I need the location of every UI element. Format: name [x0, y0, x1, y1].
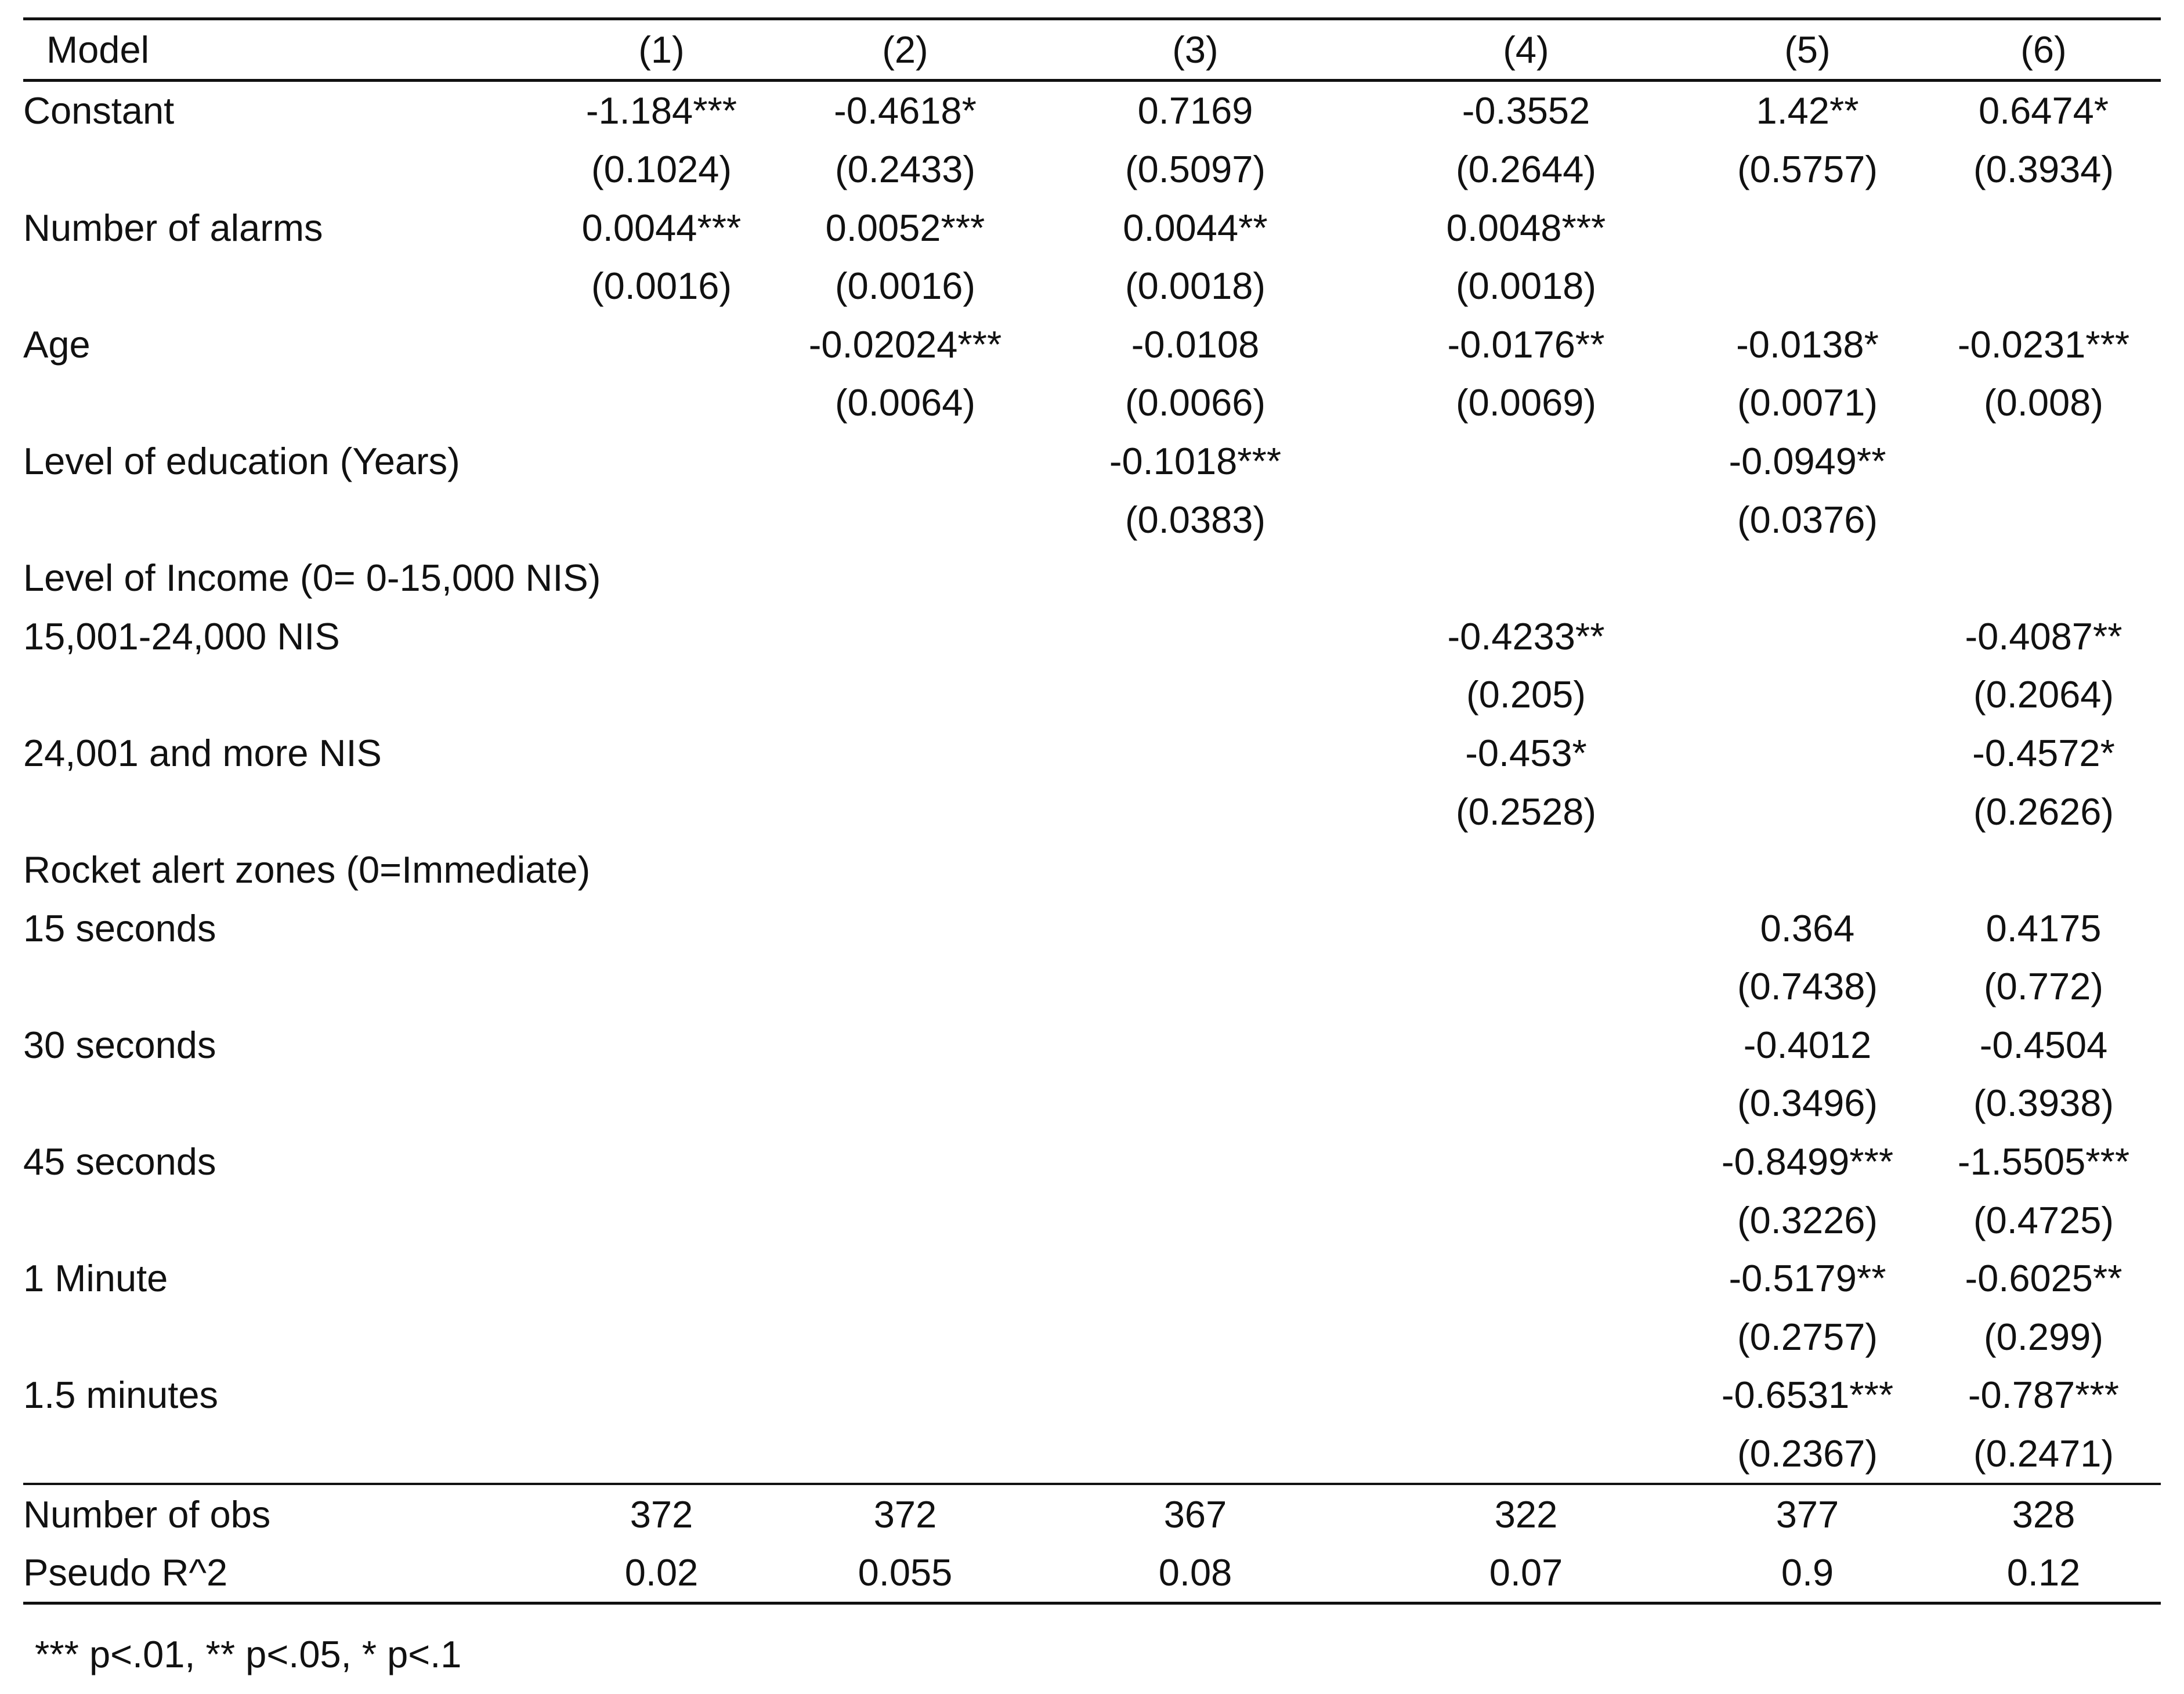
header-col-2: (2): [783, 19, 1027, 81]
table-cell: (0.1024): [591, 147, 732, 190]
table-row: [23, 607, 2161, 666]
row-label: Pseudo R^2: [23, 1543, 540, 1603]
row-label: [23, 374, 540, 432]
table-row: [23, 1484, 2161, 1544]
table-cell: -0.4012: [1743, 1023, 1872, 1066]
table-cell: -0.787***: [1968, 1374, 2120, 1417]
table-cell: (0.3934): [1973, 147, 2114, 190]
table-cell: [783, 724, 1027, 782]
header-col-3: (3): [1027, 19, 1364, 81]
table-cell: [540, 374, 783, 432]
table-cell: [540, 782, 783, 841]
row-label: 24,001 and more NIS: [23, 731, 382, 774]
table-cell: [1688, 607, 1926, 666]
table-row: [23, 257, 2161, 315]
row-label: Age: [23, 323, 91, 366]
table-cell: [783, 1132, 1027, 1191]
table-cell: (0.0016): [591, 265, 732, 308]
table-cell: 372: [873, 1493, 937, 1536]
table-cell: 0.0044**: [1123, 206, 1268, 249]
table-cell: -0.0176**: [1447, 323, 1605, 366]
table-cell: [1926, 198, 2161, 257]
table-cell: [783, 1424, 1027, 1484]
table-row: [23, 782, 2161, 841]
table-row: [23, 140, 2161, 198]
table-cell: 0.08: [1027, 1543, 1364, 1603]
header-col-1: (1): [540, 19, 783, 81]
table-row: [23, 548, 2161, 607]
row-label: Level of Income (0= 0-15,000 NIS): [23, 557, 601, 599]
table-row: [23, 724, 2161, 782]
table-cell: [1364, 1307, 1688, 1366]
table-cell: [1364, 1132, 1688, 1191]
table-cell: (0.205): [1466, 673, 1586, 716]
table-cell: (0.2757): [1737, 1315, 1878, 1358]
table-row: [23, 958, 2161, 1016]
table-cell: [540, 1249, 783, 1307]
table-cell: [1688, 782, 1926, 841]
table-cell: (0.2367): [1688, 1424, 1926, 1484]
header-model: Model: [23, 19, 540, 81]
table-cell: [1364, 840, 1688, 899]
table-row: [23, 1366, 2161, 1425]
table-cell: [540, 432, 783, 490]
table-cell: [1364, 1424, 1688, 1484]
header-col-4: (4): [1364, 19, 1688, 81]
table-cell: [1027, 1191, 1364, 1249]
table-cell: -0.4618*: [834, 89, 977, 132]
table-cell: (0.5757): [1737, 147, 1878, 190]
table-cell: (0.2626): [1973, 790, 2114, 833]
table-cell: (0.5097): [1124, 147, 1266, 190]
table-cell: [783, 490, 1027, 549]
table-body: [23, 80, 2161, 1603]
table-cell: -0.0108: [1131, 323, 1260, 366]
table-cell: [1688, 257, 1926, 315]
table-row: [23, 198, 2161, 257]
table-cell: [540, 607, 783, 666]
row-label: [23, 140, 540, 198]
table-cell: (0.0064): [834, 381, 976, 424]
row-label: Number of obs: [23, 1493, 271, 1536]
table-cell: 0.02: [540, 1543, 783, 1603]
table-cell: (0.4725): [1973, 1198, 2114, 1241]
table-cell: -0.6025**: [1965, 1257, 2122, 1300]
table-cell: -1.5505***: [1957, 1140, 2130, 1183]
table-cell: [1688, 548, 1926, 607]
table-row: [23, 1132, 2161, 1191]
row-label: [23, 1074, 540, 1133]
table-cell: 1.42**: [1756, 89, 1859, 132]
row-label: [23, 490, 540, 549]
table-cell: [1027, 1016, 1364, 1074]
table-cell: 328: [2012, 1493, 2075, 1536]
table-cell: [1688, 724, 1926, 782]
table-cell: [540, 315, 783, 374]
table-cell: -0.5179**: [1729, 1257, 1886, 1300]
table-cell: [540, 1424, 783, 1484]
table-cell: (0.3938): [1973, 1082, 2114, 1125]
table-cell: [783, 666, 1027, 724]
table-row: [23, 1249, 2161, 1307]
row-label: [23, 1424, 540, 1484]
regression-table: [23, 17, 2161, 1605]
table-cell: 0.07: [1364, 1543, 1688, 1603]
table-cell: 0.0048***: [1446, 206, 1606, 249]
table-cell: (0.0383): [1124, 498, 1266, 541]
row-label: [23, 1191, 540, 1249]
table-cell: -0.0949**: [1729, 439, 1886, 482]
table-cell: [783, 607, 1027, 666]
row-label: 15,001-24,000 NIS: [23, 615, 340, 658]
row-label: 1.5 minutes: [23, 1374, 219, 1417]
table-cell: [1364, 548, 1688, 607]
table-cell: [783, 432, 1027, 490]
table-cell: [1027, 724, 1364, 782]
regression-table-page: [23, 17, 2161, 1676]
table-cell: 0.12: [1926, 1543, 2161, 1603]
row-label: [23, 782, 540, 841]
table-row: [23, 374, 2161, 432]
table-cell: (0.0376): [1737, 498, 1878, 541]
table-cell: [1364, 1249, 1688, 1307]
table-cell: (0.2528): [1455, 790, 1597, 833]
table-cell: [1364, 490, 1688, 549]
table-cell: 0.4175: [1986, 906, 2102, 949]
table-cell: -0.4087**: [1965, 615, 2122, 658]
row-label: Rocket alert zones (0=Immediate): [23, 848, 591, 891]
table-row: [23, 80, 2161, 140]
table-cell: [1027, 1424, 1364, 1484]
table-row: [23, 315, 2161, 374]
table-cell: (0.008): [1984, 381, 2103, 424]
table-cell: [1688, 198, 1926, 257]
row-label: 30 seconds: [23, 1023, 216, 1066]
table-row: [23, 1424, 2161, 1484]
table-cell: (0.0016): [834, 265, 976, 308]
row-label: [23, 666, 540, 724]
table-cell: -0.02024***: [808, 323, 1002, 366]
table-cell: (0.299): [1984, 1315, 2103, 1358]
table-cell: [783, 1366, 1027, 1425]
row-label: Level of education (Years): [23, 439, 460, 482]
table-row: [23, 666, 2161, 724]
table-cell: [1027, 666, 1364, 724]
table-row: [23, 1074, 2161, 1133]
table-cell: [540, 1307, 783, 1366]
row-label: Number of alarms: [23, 206, 323, 249]
table-cell: -0.4233**: [1447, 615, 1605, 658]
row-label: [23, 257, 540, 315]
table-row: [23, 432, 2161, 490]
table-cell: [1926, 432, 2161, 490]
table-cell: 367: [1163, 1493, 1227, 1536]
table-cell: -0.6531***: [1721, 1374, 1894, 1417]
table-cell: [783, 1249, 1027, 1307]
table-cell: [1688, 666, 1926, 724]
table-header-row: [23, 19, 2161, 81]
table-row: [23, 840, 2161, 899]
table-cell: [540, 1191, 783, 1249]
table-cell: 0.364: [1760, 906, 1855, 949]
table-cell: 377: [1776, 1493, 1839, 1536]
table-cell: -0.0231***: [1957, 323, 2130, 366]
table-cell: [783, 782, 1027, 841]
table-cell: [1027, 840, 1364, 899]
table-cell: -0.8499***: [1721, 1140, 1894, 1183]
table-cell: (0.7438): [1737, 965, 1878, 1008]
table-cell: -0.0138*: [1736, 323, 1879, 366]
table-cell: [540, 1074, 783, 1133]
table-cell: [1926, 840, 2161, 899]
table-cell: [1364, 432, 1688, 490]
table-cell: (0.3496): [1737, 1082, 1878, 1125]
table-cell: [1364, 1191, 1688, 1249]
table-cell: -0.3552: [1462, 89, 1590, 132]
table-cell: [540, 1132, 783, 1191]
table-cell: [1027, 1307, 1364, 1366]
table-cell: [540, 490, 783, 549]
table-cell: 0.9: [1688, 1543, 1926, 1603]
table-cell: [783, 1191, 1027, 1249]
table-cell: [783, 548, 1027, 607]
table-cell: [1027, 548, 1364, 607]
table-cell: [540, 1366, 783, 1425]
row-label: 1 Minute: [23, 1257, 168, 1300]
table-cell: [783, 958, 1027, 1016]
table-cell: [1688, 840, 1926, 899]
table-cell: 0.6474*: [1978, 89, 2109, 132]
table-cell: (0.2433): [834, 147, 976, 190]
table-cell: (0.2064): [1973, 673, 2114, 716]
table-cell: [1364, 1016, 1688, 1074]
table-cell: [540, 666, 783, 724]
table-cell: [1027, 1366, 1364, 1425]
table-cell: [1364, 899, 1688, 958]
table-cell: [540, 1016, 783, 1074]
table-cell: 0.055: [783, 1543, 1027, 1603]
table-cell: [540, 899, 783, 958]
table-cell: 372: [630, 1493, 693, 1536]
table-cell: [1027, 1132, 1364, 1191]
table-cell: [540, 724, 783, 782]
table-cell: [783, 1074, 1027, 1133]
table-cell: (0.0018): [1455, 265, 1597, 308]
table-cell: [1027, 782, 1364, 841]
table-cell: -0.4504: [1979, 1023, 2108, 1066]
table-row: [23, 1191, 2161, 1249]
table-cell: (0.0018): [1124, 265, 1266, 308]
significance-footnote: *** p<.01, ** p<.05, * p<.1: [35, 1633, 462, 1676]
table-cell: (0.0069): [1455, 381, 1597, 424]
header-col-5: (5): [1688, 19, 1926, 81]
table-cell: 0.0044***: [581, 206, 742, 249]
row-label: 15 seconds: [23, 906, 216, 949]
header-col-6: (6): [1926, 19, 2161, 81]
row-label: Constant: [23, 89, 175, 132]
table-cell: [1027, 1074, 1364, 1133]
table-cell: [1364, 958, 1688, 1016]
row-label: [23, 1307, 540, 1366]
table-row: [23, 1543, 2161, 1603]
table-cell: [1364, 1366, 1688, 1425]
table-row: [23, 1016, 2161, 1074]
table-cell: [1926, 257, 2161, 315]
table-cell: -1.184***: [585, 89, 737, 132]
table-cell: (0.2471): [1926, 1424, 2161, 1484]
table-cell: [783, 840, 1027, 899]
table-cell: [783, 1307, 1027, 1366]
table-cell: 322: [1494, 1493, 1558, 1536]
row-label: [23, 958, 540, 1016]
table-row: [23, 490, 2161, 549]
table-cell: [783, 1016, 1027, 1074]
table-cell: (0.772): [1984, 965, 2103, 1008]
table-cell: -0.1018***: [1109, 439, 1282, 482]
table-cell: [1027, 607, 1364, 666]
table-cell: (0.0066): [1124, 381, 1266, 424]
table-cell: (0.2644): [1455, 147, 1597, 190]
table-cell: [1027, 958, 1364, 1016]
table-cell: [1926, 548, 2161, 607]
table-cell: -0.453*: [1465, 731, 1587, 774]
table-cell: 0.0052***: [825, 206, 985, 249]
row-label: 45 seconds: [23, 1140, 216, 1183]
table-cell: [1926, 490, 2161, 549]
table-row: [23, 1307, 2161, 1366]
table-cell: -0.4572*: [1972, 731, 2115, 774]
table-cell: [1027, 899, 1364, 958]
table-cell: [1027, 1249, 1364, 1307]
table-cell: (0.0071): [1737, 381, 1878, 424]
table-cell: (0.3226): [1737, 1198, 1878, 1241]
table-cell: [1364, 1074, 1688, 1133]
table-cell: [540, 958, 783, 1016]
table-cell: 0.7169: [1137, 89, 1253, 132]
table-row: [23, 899, 2161, 958]
table-cell: [783, 899, 1027, 958]
